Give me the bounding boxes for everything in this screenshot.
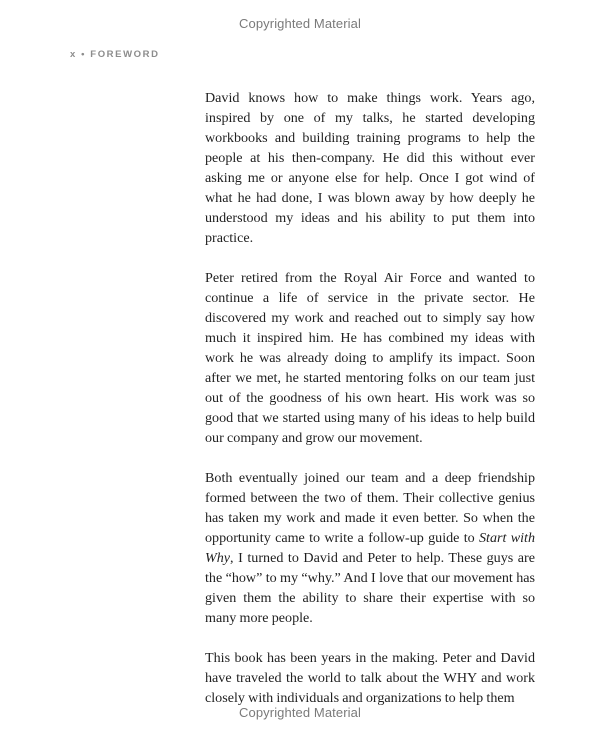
paragraph-peter: Peter retired from the Royal Air Force and wanted to continue a life of service in the private sector. He discovered my work and reached out to simply say how much it inspired him. He has combined my ideas with work he was already doing to amplify its impact. Soon after we met, he started mentoring folks on our team just out of the goodness of his own heart. His work was so good that we started using many of his ideas to help build our company and grow our movement. <box>205 270 535 446</box>
paragraph-this-book: This book has been years in the making. Peter and David have traveled the world to talk about the WHY and work closely with individuals and organizations to help them <box>205 650 535 706</box>
book-title: Start with Why <box>205 530 535 566</box>
paragraph-both-before: Both eventually joined our team and a deep friendship formed between the two of them. Their collective genius has taken my work and made it even better. So when the opportunity came to write a follow-up guide to <box>205 470 535 546</box>
paragraph-david: David knows how to make things work. Years ago, inspired by one of my talks, he started developing workbooks and building training programs to help the people at his then-company. He did this without ever asking me or anyone else for help. Once I got wind of what he had done, I was blown away by how deeply he understood my ideas and his ability to put them into practice. <box>205 90 535 246</box>
copyright-watermark-top: Copyrighted Material <box>239 16 361 31</box>
running-head: x • FOREWORD <box>70 49 160 60</box>
copyright-watermark-bottom: Copyrighted Material <box>239 705 361 720</box>
body-text <box>205 88 535 708</box>
paragraph-both <box>205 468 535 628</box>
paragraph-both-after: , I turned to David and Peter to help. These guys are the “how” to my “why.” And I love that our movement has given them the ability to share their expertise with so many more people. <box>205 550 535 626</box>
